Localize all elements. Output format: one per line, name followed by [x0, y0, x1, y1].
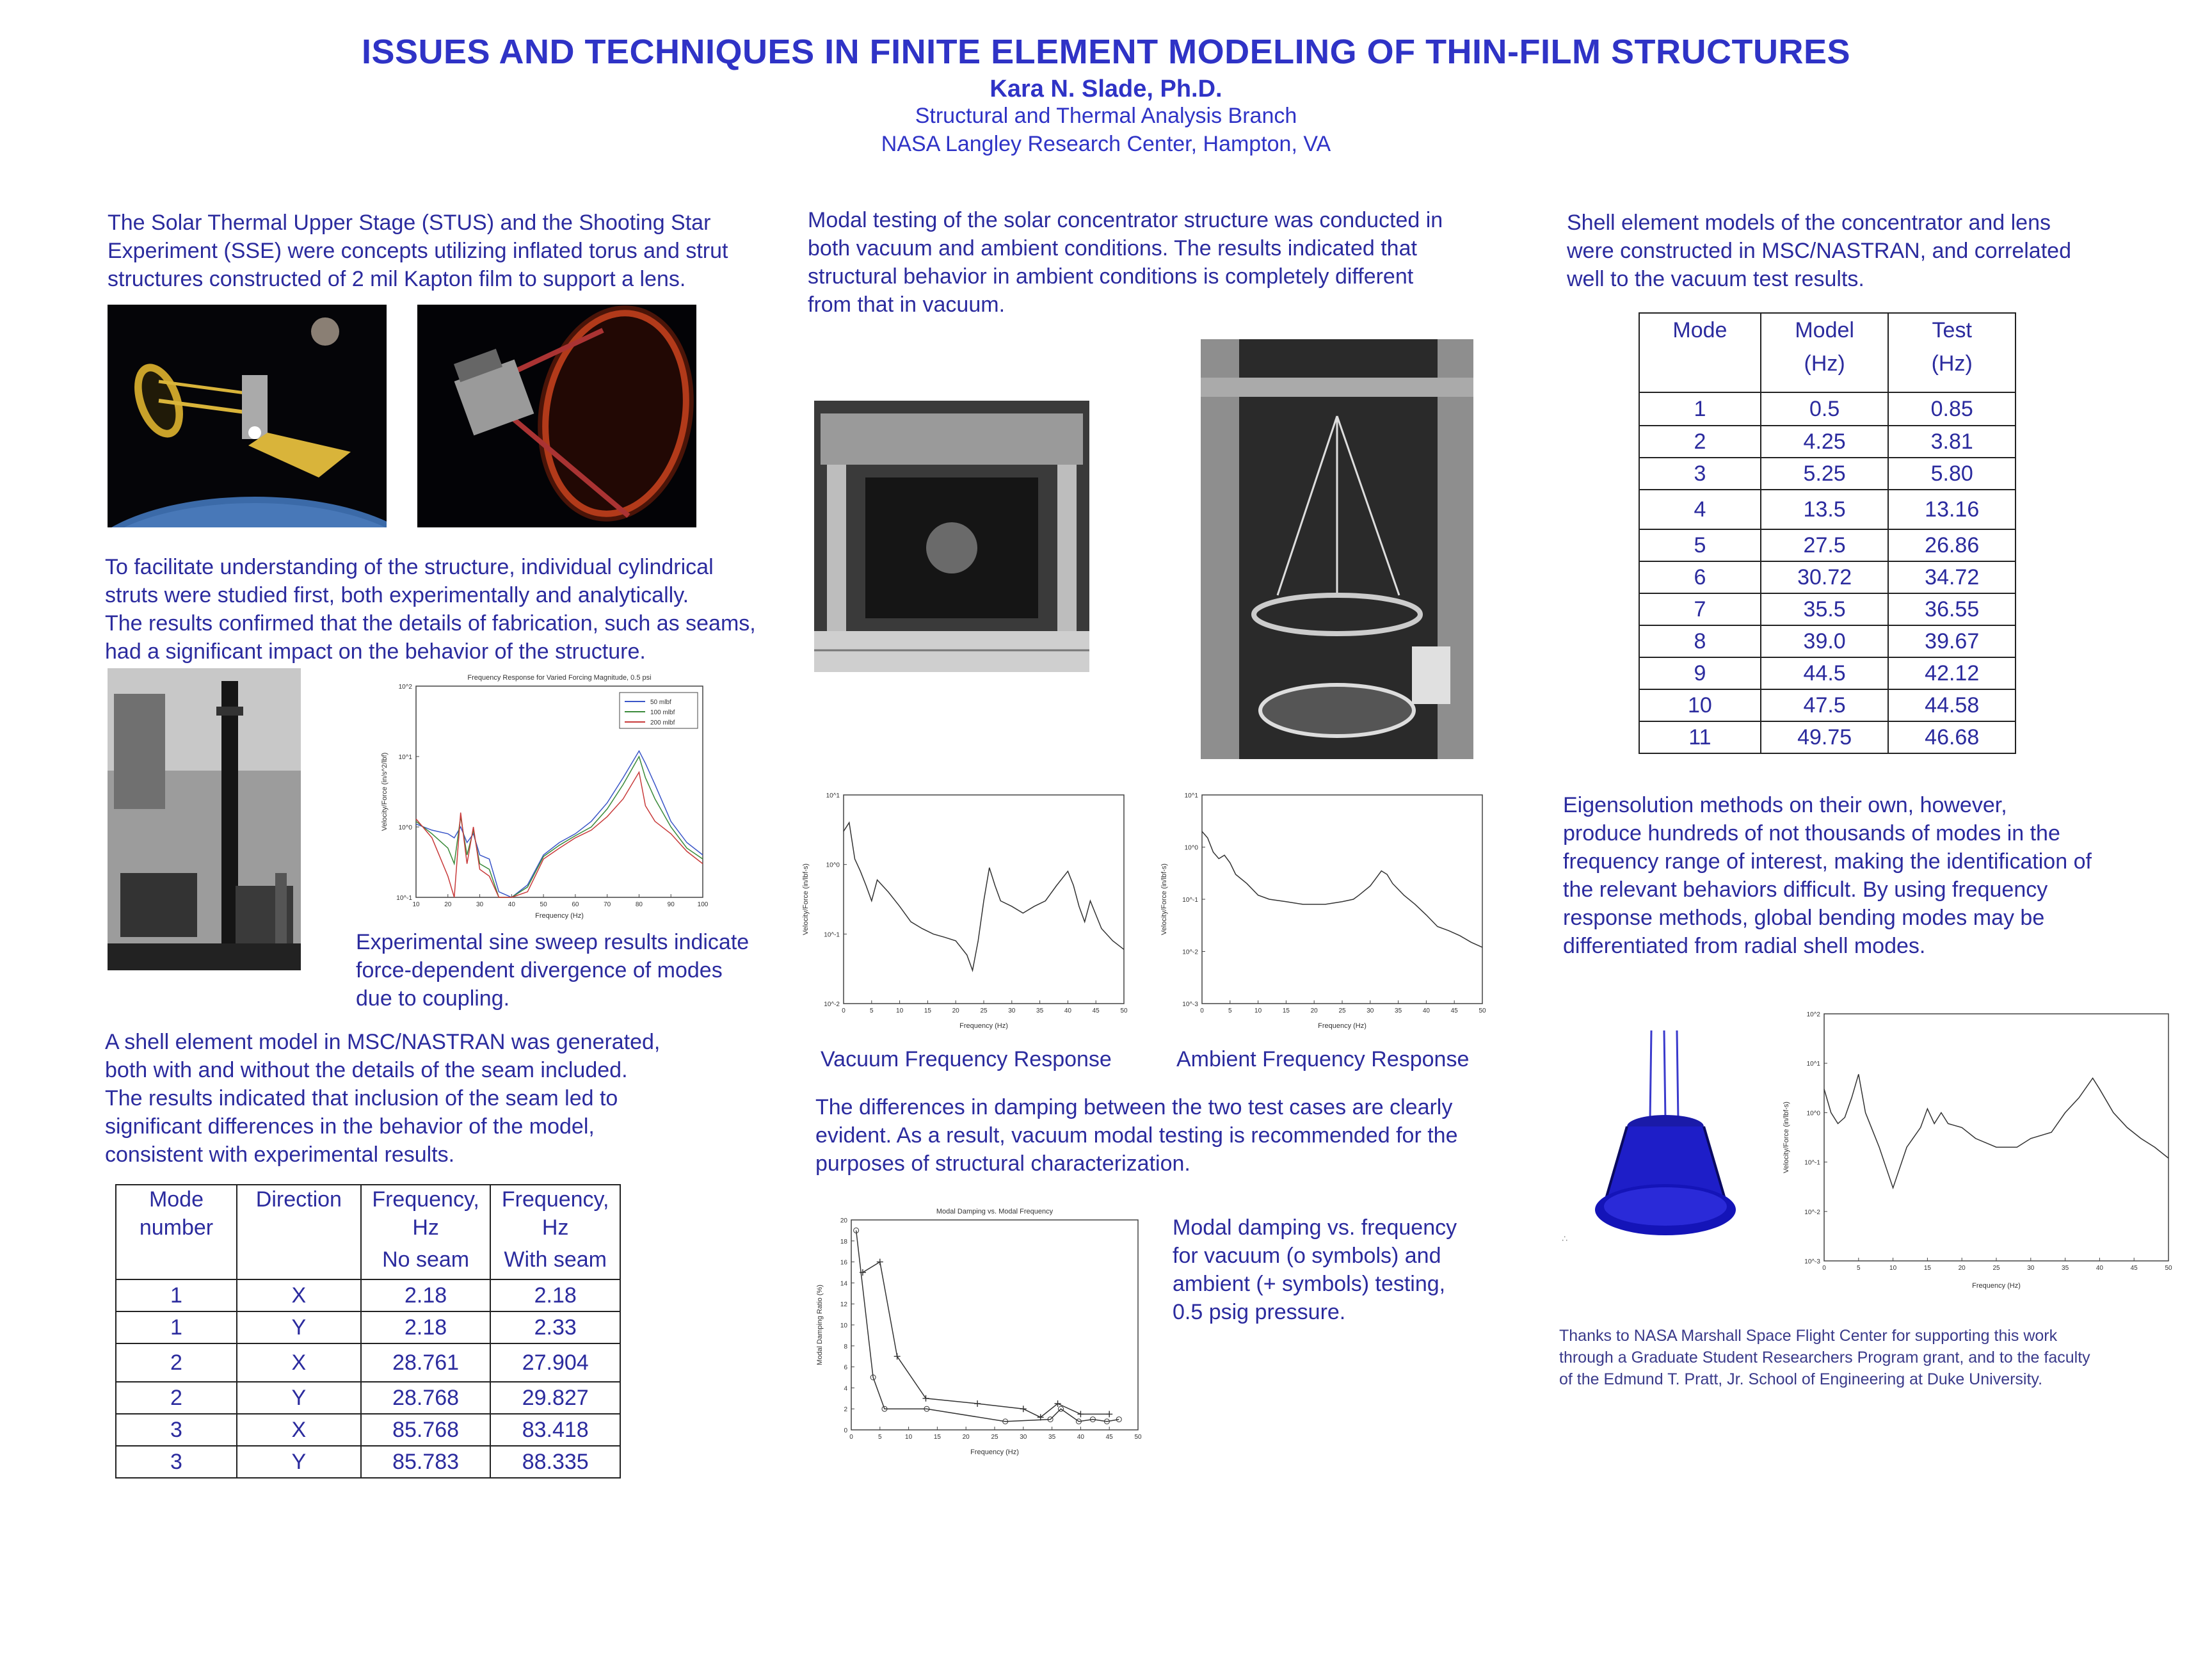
eigensolution-line: differentiated from radial shell modes.: [1563, 934, 1926, 958]
y-tick-label: 10^-1: [1182, 897, 1198, 904]
stus-rendering-image: [108, 305, 387, 527]
table-row: 10 47.5 44.58: [1639, 689, 2016, 721]
chart-title: Frequency Response for Varied Forcing Magnitude, 0.5 psi: [467, 674, 652, 682]
x-tick-label: 20: [962, 1434, 970, 1441]
shell-model-text: [105, 1028, 809, 1169]
x-tick-label: 40: [1077, 1434, 1084, 1441]
eigensolution-line: the relevant behaviors difficult. By using frequency: [1563, 878, 2048, 902]
poster-title: ISSUES AND TECHNIQUES IN FINITE ELEMENT MODELING OF THIN-FILM STRUCTURES: [361, 33, 1851, 71]
table-row: 3 Y 85.783 88.335: [116, 1446, 620, 1478]
bending-frequency-chart: [1779, 998, 2176, 1293]
modal-testing-line: both vacuum and ambient conditions. The results indicated that: [808, 236, 1417, 260]
sweep-caption-line: force-dependent divergence of modes: [356, 958, 723, 982]
affiliation-branch: Structural and Thermal Analysis Branch: [915, 104, 1297, 128]
x-tick-label: 0: [1200, 1007, 1204, 1014]
x-tick-label: 25: [1338, 1007, 1346, 1014]
table-row: 7 35.5 36.55: [1639, 593, 2016, 625]
intro-line: Experiment (SSE) were concepts utilizing inflated torus and strut: [108, 239, 728, 263]
modal-testing-text: [808, 206, 1512, 319]
x-tick-label: 35: [1048, 1434, 1056, 1441]
x-tick-label: 40: [1064, 1007, 1071, 1014]
table-row: 2 4.25 3.81: [1639, 426, 2016, 458]
eigensolution-line: frequency range of interest, making the identification of: [1563, 849, 2092, 874]
y-tick-label: 10^-2: [1182, 949, 1198, 956]
x-tick-label: 30: [1008, 1007, 1016, 1014]
x-tick-label: 10: [905, 1434, 913, 1441]
y-tick-label: 10^-1: [1804, 1159, 1820, 1167]
ambient-frequency-chart: [1157, 780, 1490, 1033]
damping-difference-line: The differences in damping between the two test cases are clearly: [815, 1095, 1453, 1119]
fem-model-image: [1555, 1024, 1760, 1254]
plot-frame: [1202, 795, 1482, 1004]
x-tick-label: 50: [1479, 1007, 1486, 1014]
x-tick-label: 25: [980, 1007, 988, 1014]
y-tick-label: 14: [840, 1280, 847, 1288]
modal-damping-chart: [813, 1197, 1146, 1459]
shell-model-line: both with and without the details of the seam included.: [105, 1058, 628, 1082]
acknowledgement-line: of the Edmund T. Pratt, Jr. School of Engineering at Duke University.: [1559, 1370, 2043, 1388]
x-tick-label: 0: [849, 1434, 853, 1441]
shell-model-line: The results indicated that inclusion of the seam led to: [105, 1086, 618, 1110]
x-tick-label: 50: [540, 901, 547, 908]
table-header-cell: Frequency, Hz No seam: [361, 1185, 491, 1279]
y-axis-label: Velocity/Force (in/s^2/lbf): [381, 752, 389, 831]
eigensolution-text: [1563, 791, 2190, 960]
sweep-caption-line: due to coupling.: [356, 986, 510, 1011]
shell-models-line: well to the vacuum test results.: [1567, 267, 1864, 291]
x-axis-label: Frequency (Hz): [535, 912, 584, 920]
chart-title: Modal Damping vs. Modal Frequency: [936, 1208, 1054, 1215]
damping-caption-line: for vacuum (o symbols) and: [1173, 1244, 1441, 1268]
table-row: 1 0.5 0.85: [1639, 392, 2016, 426]
y-tick-label: 10^-2: [1804, 1208, 1820, 1216]
x-tick-label: 45: [1105, 1434, 1113, 1441]
y-tick-label: 10^-1: [396, 895, 412, 902]
x-tick-label: 40: [2096, 1265, 2103, 1272]
y-tick-label: 10^-2: [824, 1001, 840, 1008]
y-tick-label: 16: [840, 1259, 847, 1267]
x-tick-label: 5: [1857, 1265, 1861, 1272]
sweep-caption: [356, 928, 804, 1013]
x-tick-label: 10: [1254, 1007, 1262, 1014]
table-row: 11 49.75 46.68: [1639, 721, 2016, 753]
x-tick-label: 20: [1958, 1265, 1966, 1272]
table-row: 2 X 28.761 27.904: [116, 1343, 620, 1382]
damping-caption-line: ambient (+ symbols) testing,: [1173, 1272, 1446, 1296]
sse-rendering-image: [417, 305, 696, 527]
y-tick-label: 10^1: [398, 754, 412, 761]
table-row: 1 X 2.18 2.18: [116, 1279, 620, 1311]
x-tick-label: 5: [1228, 1007, 1232, 1014]
x-tick-label: 10: [1889, 1265, 1897, 1272]
x-tick-label: 30: [1366, 1007, 1374, 1014]
concentrator-test-photo: [1201, 339, 1473, 759]
y-tick-label: 12: [840, 1301, 847, 1309]
x-tick-label: 30: [1020, 1434, 1027, 1441]
damping-difference-line: evident. As a result, vacuum modal testing is recommended for the: [815, 1123, 1458, 1148]
x-tick-label: 50: [1134, 1434, 1142, 1441]
struts-line: struts were studied first, both experimentally and analytically.: [105, 583, 689, 607]
x-tick-label: 15: [1923, 1265, 1931, 1272]
y-tick-label: 0: [844, 1427, 847, 1434]
y-tick-label: 8: [844, 1343, 847, 1350]
x-tick-label: 100: [697, 901, 709, 908]
y-tick-label: 18: [840, 1238, 847, 1246]
mode-frequency-table: [1639, 312, 2016, 754]
x-tick-label: 30: [476, 901, 484, 908]
x-tick-label: 40: [1422, 1007, 1430, 1014]
x-tick-label: 30: [2027, 1265, 2035, 1272]
table-row: 8 39.0 39.67: [1639, 625, 2016, 657]
x-tick-label: 70: [604, 901, 611, 908]
x-tick-label: 25: [1992, 1265, 2000, 1272]
x-tick-label: 20: [952, 1007, 959, 1014]
x-tick-label: 25: [991, 1434, 998, 1441]
y-tick-label: 10^2: [398, 684, 412, 691]
x-tick-label: 15: [1282, 1007, 1290, 1014]
table-row: 4 13.5 13.16: [1639, 490, 2016, 529]
vacuum-chamber-photo: [814, 401, 1089, 672]
shell-models-text: [1567, 209, 2181, 293]
y-tick-label: 10^2: [1806, 1011, 1820, 1018]
modal-testing-line: structural behavior in ambient conditions is completely different: [808, 264, 1414, 289]
vacuum-response-label: Vacuum Frequency Response: [821, 1047, 1112, 1071]
acknowledgement-line: through a Graduate Student Researchers Program grant, and to the faculty: [1559, 1349, 2090, 1366]
x-tick-label: 60: [572, 901, 579, 908]
y-tick-label: 2: [844, 1406, 847, 1414]
x-axis-label: Frequency (Hz): [1318, 1022, 1366, 1030]
legend-label: 200 mlbf: [650, 719, 675, 726]
y-axis-label: Velocity/Force (in/lbf-s): [1783, 1102, 1790, 1173]
struts-text: [105, 553, 822, 666]
table-header-row: [1639, 313, 2016, 392]
vacuum-frequency-chart: [799, 780, 1132, 1033]
x-tick-label: 35: [1036, 1007, 1044, 1014]
shell-model-line: A shell element model in MSC/NASTRAN was generated,: [105, 1030, 661, 1054]
author-name: Kara N. Slade, Ph.D.: [990, 76, 1222, 102]
shell-models-line: Shell element models of the concentrator and lens: [1567, 211, 2051, 235]
table-row: 1 Y 2.18 2.33: [116, 1311, 620, 1343]
x-tick-label: 5: [878, 1434, 882, 1441]
y-tick-label: 4: [844, 1385, 847, 1393]
sweep-caption-line: Experimental sine sweep results indicate: [356, 930, 749, 954]
affiliation-center: NASA Langley Research Center, Hampton, VA: [881, 132, 1331, 156]
table-row: 3 X 85.768 83.418: [116, 1414, 620, 1446]
damping-caption-line: 0.5 psig pressure.: [1173, 1300, 1346, 1324]
table-header-row: [116, 1185, 620, 1279]
eigensolution-line: Eigensolution methods on their own, however,: [1563, 793, 2007, 817]
struts-line: had a significant impact on the behavior of the structure.: [105, 639, 646, 664]
x-tick-label: 15: [924, 1007, 931, 1014]
shell-model-line: consistent with experimental results.: [105, 1142, 455, 1167]
damping-caption: [1173, 1214, 1531, 1326]
ambient-response-label: Ambient Frequency Response: [1176, 1047, 1470, 1071]
damping-difference-text: [815, 1093, 1526, 1178]
x-axis-label: Frequency (Hz): [959, 1022, 1008, 1030]
x-tick-label: 40: [508, 901, 515, 908]
struts-line: The results confirmed that the details of fabrication, such as seams,: [105, 611, 756, 636]
y-axis-label: Velocity/Force (in/lbf-s): [802, 863, 810, 935]
x-tick-label: 50: [2165, 1265, 2172, 1272]
table-header-cell: Mode number: [116, 1185, 237, 1279]
intro-line: The Solar Thermal Upper Stage (STUS) and the Shooting Star: [108, 211, 711, 235]
table-header-cell: Test (Hz): [1888, 313, 2016, 392]
y-tick-label: 10^1: [826, 792, 840, 799]
svg-text:∴: ∴: [1562, 1233, 1567, 1244]
x-tick-label: 35: [1395, 1007, 1402, 1014]
eigensolution-line: response methods, global bending modes may be: [1563, 906, 2045, 930]
shell-models-line: were constructed in MSC/NASTRAN, and correlated: [1567, 239, 2071, 263]
y-tick-label: 6: [844, 1364, 847, 1372]
x-tick-label: 45: [1092, 1007, 1100, 1014]
y-tick-label: 10^-3: [1804, 1258, 1820, 1265]
y-axis-label: Velocity/Force (in/lbf-s): [1160, 863, 1168, 935]
acknowledgement-line: Thanks to NASA Marshall Space Flight Center for supporting this work: [1559, 1327, 2058, 1345]
y-tick-label: 10^1: [1184, 792, 1198, 799]
y-axis-label: Modal Damping Ratio (%): [816, 1285, 824, 1365]
plot-frame: [851, 1220, 1138, 1430]
x-tick-label: 45: [2130, 1265, 2138, 1272]
damping-caption-line: Modal damping vs. frequency: [1173, 1215, 1457, 1240]
legend-label: 100 mlbf: [650, 709, 675, 716]
y-tick-label: 10^0: [1806, 1110, 1820, 1118]
shell-model-line: significant differences in the behavior of the model,: [105, 1114, 595, 1139]
table-header-cell: Frequency, Hz With seam: [490, 1185, 620, 1279]
y-tick-label: 10^-3: [1182, 1001, 1198, 1008]
table-row: 6 30.72 34.72: [1639, 561, 2016, 593]
table-header-cell: Mode: [1639, 313, 1761, 392]
x-tick-label: 45: [1450, 1007, 1458, 1014]
x-tick-label: 80: [635, 901, 643, 908]
y-tick-label: 20: [840, 1217, 847, 1224]
x-tick-label: 0: [1822, 1265, 1826, 1272]
eigensolution-line: produce hundreds of not thousands of modes in the: [1563, 821, 2060, 846]
table-row: 5 27.5 26.86: [1639, 529, 2016, 561]
table-header-cell: Direction: [237, 1185, 361, 1279]
strut-test-photo: [108, 668, 301, 970]
seam-frequency-table: [115, 1184, 621, 1479]
x-tick-label: 10: [412, 901, 420, 908]
table-header-cell: Model (Hz): [1761, 313, 1889, 392]
acknowledgements-text: [1559, 1325, 2174, 1390]
x-axis-label: Frequency (Hz): [1972, 1282, 2021, 1290]
x-axis-label: Frequency (Hz): [970, 1448, 1019, 1456]
legend-label: 50 mlbf: [650, 699, 671, 706]
damping-difference-line: purposes of structural characterization.: [815, 1151, 1190, 1176]
table-row: 3 5.25 5.80: [1639, 458, 2016, 490]
sine-sweep-chart: [378, 661, 710, 923]
y-tick-label: 10^0: [398, 824, 412, 831]
x-tick-label: 10: [896, 1007, 904, 1014]
struts-line: To facilitate understanding of the structure, individual cylindrical: [105, 555, 714, 579]
modal-testing-line: from that in vacuum.: [808, 293, 1006, 317]
x-tick-label: 20: [1310, 1007, 1318, 1014]
y-tick-label: 10: [840, 1322, 847, 1329]
table-row: 9 44.5 42.12: [1639, 657, 2016, 689]
x-tick-label: 35: [2062, 1265, 2069, 1272]
x-tick-label: 20: [444, 901, 452, 908]
y-tick-label: 10^-1: [824, 931, 840, 939]
x-tick-label: 90: [667, 901, 675, 908]
table-row: 2 Y 28.768 29.827: [116, 1382, 620, 1414]
x-tick-label: 15: [933, 1434, 941, 1441]
y-tick-label: 10^0: [826, 862, 840, 869]
modal-testing-line: Modal testing of the solar concentrator structure was conducted in: [808, 208, 1443, 232]
y-tick-label: 10^0: [1184, 844, 1198, 852]
x-tick-label: 0: [842, 1007, 846, 1014]
x-tick-label: 5: [870, 1007, 874, 1014]
x-tick-label: 50: [1120, 1007, 1128, 1014]
intro-line: structures constructed of 2 mil Kapton film to support a lens.: [108, 267, 686, 291]
y-tick-label: 10^1: [1806, 1061, 1820, 1068]
intro-text: [108, 209, 812, 293]
